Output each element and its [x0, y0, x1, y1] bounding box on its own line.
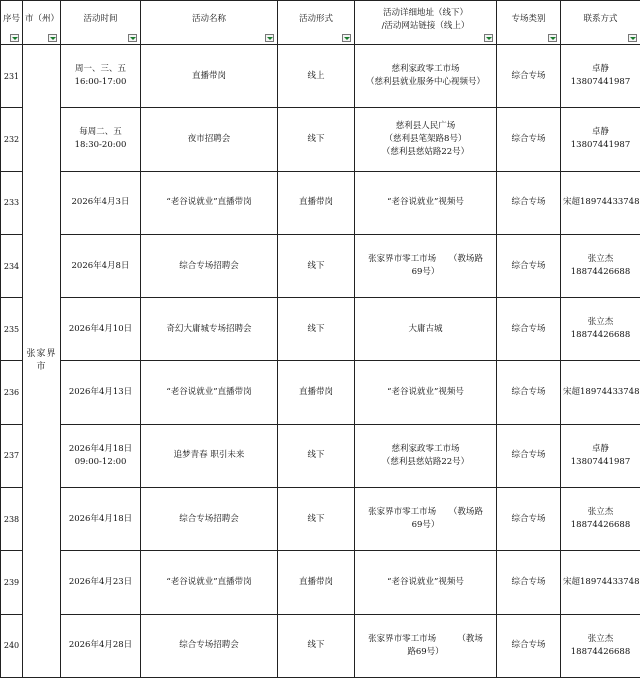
category-cell: 综合专场 [497, 234, 561, 297]
time-cell: 2026年4月8日 [61, 234, 141, 297]
filter-dropdown-icon[interactable] [265, 34, 274, 42]
index-cell: 233 [1, 171, 23, 234]
name-cell: “老谷说就业”直播带岗 [141, 551, 278, 614]
index-cell: 238 [1, 488, 23, 551]
name-cell: “老谷说就业”直播带岗 [141, 171, 278, 234]
table-row [1, 45, 640, 108]
address-cell: 慈利家政零工市场 （慈利县慈姑路22号） [355, 424, 497, 487]
contact-cell: 张立杰 18874426688 [561, 298, 640, 361]
form-cell: 线下 [278, 424, 355, 487]
table-row [1, 171, 640, 234]
address-cell: 张家界市零工市场 （教场 路69号） [355, 614, 497, 677]
form-cell: 线上 [278, 45, 355, 108]
address-cell: “老谷说就业”视频号 [355, 361, 497, 424]
form-cell: 线下 [278, 234, 355, 297]
city-cell: 张家界市 [23, 45, 61, 678]
table-row [1, 361, 640, 424]
filter-dropdown-icon[interactable] [10, 34, 19, 42]
index-cell: 231 [1, 45, 23, 108]
category-cell: 综合专场 [497, 424, 561, 487]
time-cell: 2026年4月13日 [61, 361, 141, 424]
filter-dropdown-icon[interactable] [484, 34, 493, 42]
filter-dropdown-icon[interactable] [128, 34, 137, 42]
time-cell: 2026年4月18日 [61, 488, 141, 551]
name-cell: 直播带岗 [141, 45, 278, 108]
name-cell: 夜市招聘会 [141, 108, 278, 171]
header-index: 序号 [1, 1, 23, 45]
category-cell: 综合专场 [497, 551, 561, 614]
table-row [1, 298, 640, 361]
contact-cell: 宋超18974433748 [561, 551, 640, 614]
index-cell: 239 [1, 551, 23, 614]
index-cell: 240 [1, 614, 23, 677]
address-cell: 慈利家政零工市场 （慈利县就业服务中心视频号） [355, 45, 497, 108]
address-cell: 慈利县人民广场 （慈利县笔架路8号） （慈利县慈姑路22号） [355, 108, 497, 171]
filter-dropdown-icon[interactable] [548, 34, 557, 42]
contact-cell: 卓静 13807441987 [561, 45, 640, 108]
header-city: 市（州） [23, 1, 61, 45]
category-cell: 综合专场 [497, 614, 561, 677]
header-name: 活动名称 [141, 1, 278, 45]
time-cell: 2026年4月28日 [61, 614, 141, 677]
name-cell: 综合专场招聘会 [141, 488, 278, 551]
category-cell: 综合专场 [497, 108, 561, 171]
contact-cell: 张立杰 18874426688 [561, 234, 640, 297]
form-cell: 直播带岗 [278, 171, 355, 234]
contact-cell: 卓静 13807441987 [561, 424, 640, 487]
contact-cell: 张立杰 18874426688 [561, 614, 640, 677]
category-cell: 综合专场 [497, 45, 561, 108]
filter-dropdown-icon[interactable] [628, 34, 637, 42]
table-row [1, 551, 640, 614]
form-cell: 线下 [278, 298, 355, 361]
table-row [1, 488, 640, 551]
name-cell: 奇幻大庸城专场招聘会 [141, 298, 278, 361]
header-contact: 联系方式 [561, 1, 640, 45]
table-row [1, 424, 640, 487]
index-cell: 236 [1, 361, 23, 424]
address-cell: 张家界市零工市场 （教场路 69号） [355, 234, 497, 297]
index-cell: 234 [1, 234, 23, 297]
form-cell: 线下 [278, 488, 355, 551]
filter-dropdown-icon[interactable] [342, 34, 351, 42]
name-cell: 综合专场招聘会 [141, 614, 278, 677]
category-cell: 综合专场 [497, 361, 561, 424]
form-cell: 线下 [278, 108, 355, 171]
header-time: 活动时间 [61, 1, 141, 45]
form-cell: 直播带岗 [278, 361, 355, 424]
time-cell: 每周二、五 18:30-20:00 [61, 108, 141, 171]
table-row [1, 614, 640, 677]
time-cell: 周一、三、五 16:00-17:00 [61, 45, 141, 108]
name-cell: “老谷说就业”直播带岗 [141, 361, 278, 424]
time-cell: 2026年4月3日 [61, 171, 141, 234]
name-cell: 综合专场招聘会 [141, 234, 278, 297]
contact-cell: 宋超18974433748 [561, 171, 640, 234]
category-cell: 综合专场 [497, 298, 561, 361]
header-category: 专场类别 [497, 1, 561, 45]
address-cell: 大庸古城 [355, 298, 497, 361]
category-cell: 综合专场 [497, 488, 561, 551]
category-cell: 综合专场 [497, 171, 561, 234]
form-cell: 线下 [278, 614, 355, 677]
form-cell: 直播带岗 [278, 551, 355, 614]
filter-dropdown-icon[interactable] [48, 34, 57, 42]
contact-cell: 卓静 13807441987 [561, 108, 640, 171]
table-body [1, 45, 640, 678]
name-cell: 追梦青春 职引未来 [141, 424, 278, 487]
time-cell: 2026年4月10日 [61, 298, 141, 361]
address-cell: 张家界市零工市场 （教场路 69号） [355, 488, 497, 551]
table-row [1, 234, 640, 297]
address-cell: “老谷说就业”视频号 [355, 551, 497, 614]
index-cell: 235 [1, 298, 23, 361]
header-address: 活动详细地址（线下） /活动网站链接（线上） [355, 1, 497, 45]
contact-cell: 宋超18974433748 [561, 361, 640, 424]
index-cell: 232 [1, 108, 23, 171]
header-row [1, 1, 640, 45]
contact-cell: 张立杰 18874426688 [561, 488, 640, 551]
index-cell: 237 [1, 424, 23, 487]
address-cell: “老谷说就业”视频号 [355, 171, 497, 234]
time-cell: 2026年4月18日 09:00-12:00 [61, 424, 141, 487]
time-cell: 2026年4月23日 [61, 551, 141, 614]
header-form: 活动形式 [278, 1, 355, 45]
table-row [1, 108, 640, 171]
